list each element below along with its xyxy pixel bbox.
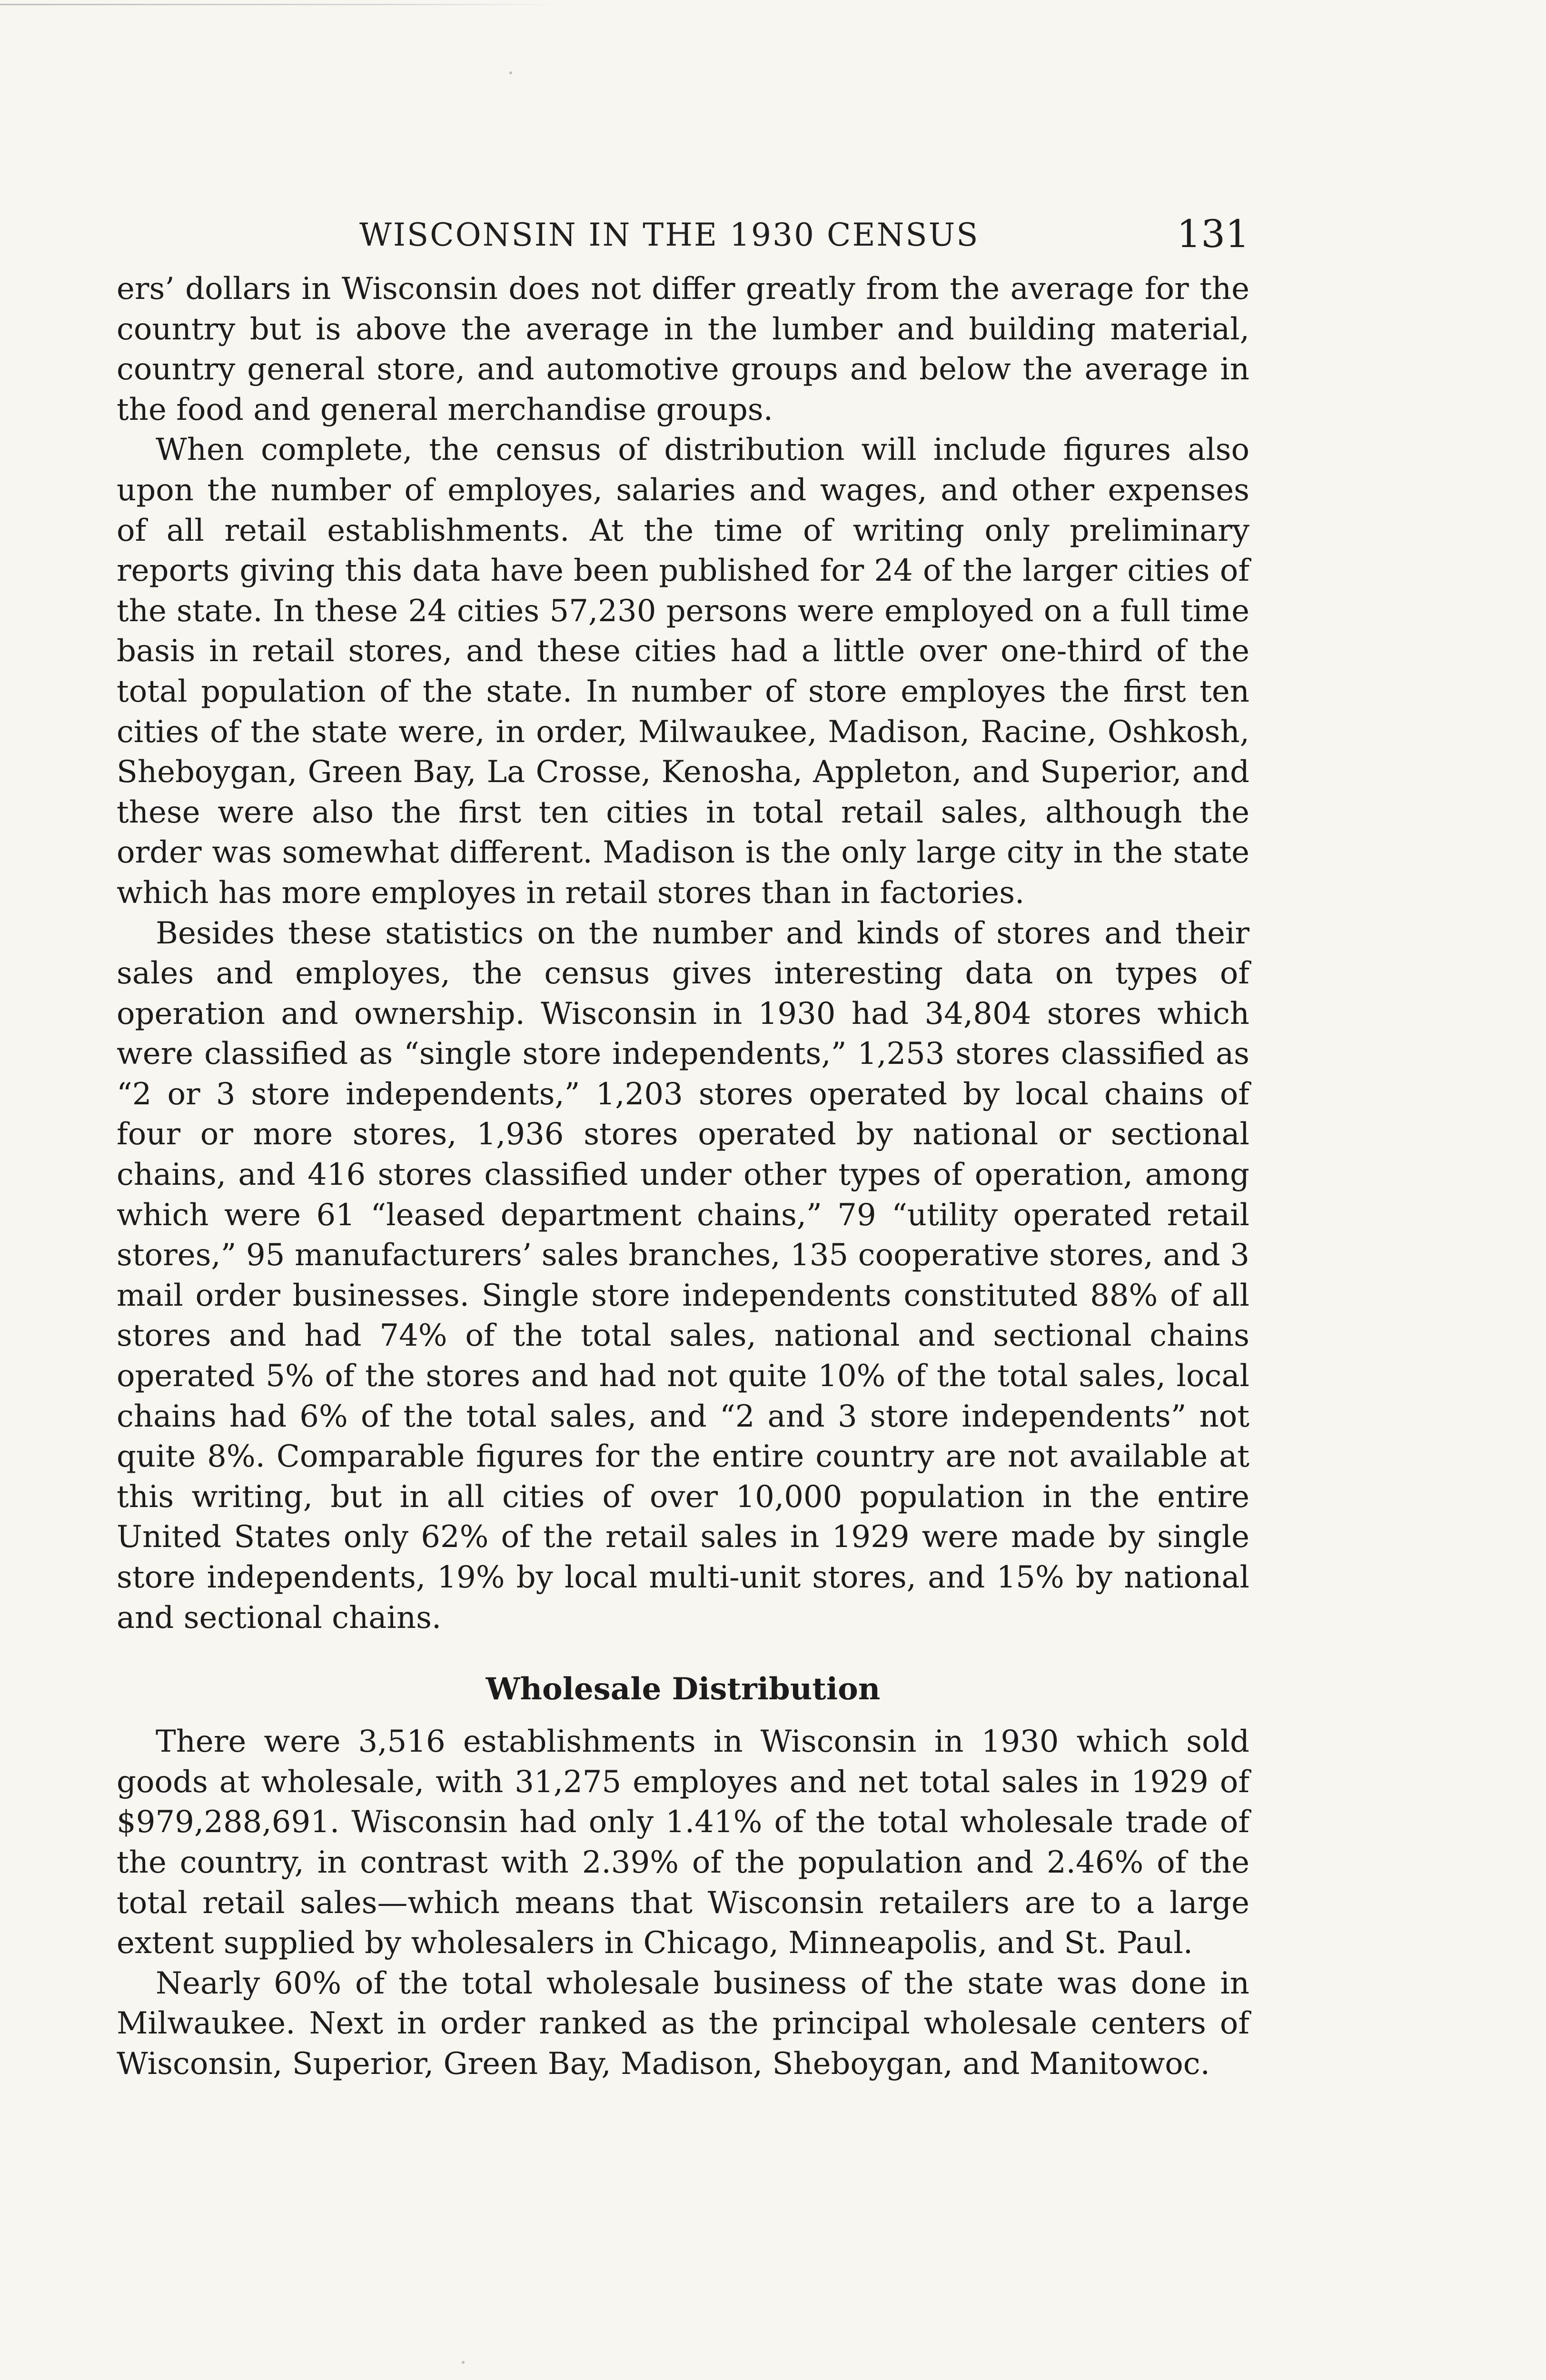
page-header [117,212,1249,269]
paragraph: Nearly 60% of the total wholesale business of the state was done in Milwaukee. Next in order ranked as the principal wholesale centers of Wisconsin, Superior, Green Bay, Madison, Sheboygan, and Manitowoc. [117,1965,1249,2082]
section-body [117,1722,1249,2084]
paper-speck [462,2361,465,2364]
paragraph: There were 3,516 establishments in Wisconsin in 1930 which sold goods at wholesale, with 31,275 employes and net total sales in 1929 of $979,288,691. Wisconsin had only 1.41% of the total wholesale trade of the country, in contrast with 2.39% of the population and 2.46% of the total retail sales—which means that Wisconsin retailers are to a large extent supplied by wholesalers in Chicago, Minneapolis, and St. Paul. [117,1724,1249,1961]
section-heading: Wholesale Distribution [486,1671,881,1707]
paragraph: Besides these statistics on the number and kinds of stores and their sales and employes, the census gives interesting data on types of operation and ownership. Wisconsin in 1930 had 34,804 stores which were classified as “single store independents,” 1,253 stores classified as “2 or 3 store independents,” 1,203 stores operated by local chains of four or more stores, 1,936 stores operated by national or sectional chains, and 416 stores classified under other types of operation, among which were 61 “leased department chains,” 79 “utility operated retail stores,” 95 manufacturers’ sales branches, 135 cooperative stores, and 3 mail order businesses. Single store independents constituted 88% of all stores and had 74% of the total sales, national and sectional chains operated 5% of the stores and had not quite 10% of the total sales, local chains had 6% of the total sales, and “2 and 3 store independents” not quite 8%. Comparable figures for the entire country are not available at this writing, but in all cities of over 10,000 population in the entire United States only 62% of the retail sales in 1929 were made by single store independents, 19% by local multi-unit stores, and 15% by national and sectional chains. [117,915,1249,1636]
page-number: 131 [1177,212,1249,256]
paragraph: ers’ dollars in Wisconsin does not differ greatly from the average for the country but is above the average in the lumber and building material, country general store, and automotive groups and below the average in the food and general merchandise groups. [117,271,1249,427]
body-text [117,269,1249,1638]
paragraph: When complete, the census of distribution will include figures also upon the number of employes, salaries and wages, and other expenses of all retail establishments. At the time of writing only preliminary reports giving this data have been published for 24 of the larger cities of the state. In these 24 cities 57,230 persons were employed on a full time basis in retail stores, and these cities had a little over one-third of the total population of the state. In number of store employes the first ten cities of the state were, in order, Milwaukee, Madison, Racine, Oshkosh, Sheboygan, Green Bay, La Crosse, Kenosha, Appleton, and Superior, and these were also the first ten cities in total retail sales, although the order was somewhat different. Madison is the only large city in the state which has more employes in retail stores than in factories. [117,432,1249,911]
document-page [117,212,1249,2084]
scan-edge-line [0,4,562,5]
paper-speck [509,71,512,74]
running-head: WISCONSIN IN THE 1930 CENSUS [359,217,980,253]
